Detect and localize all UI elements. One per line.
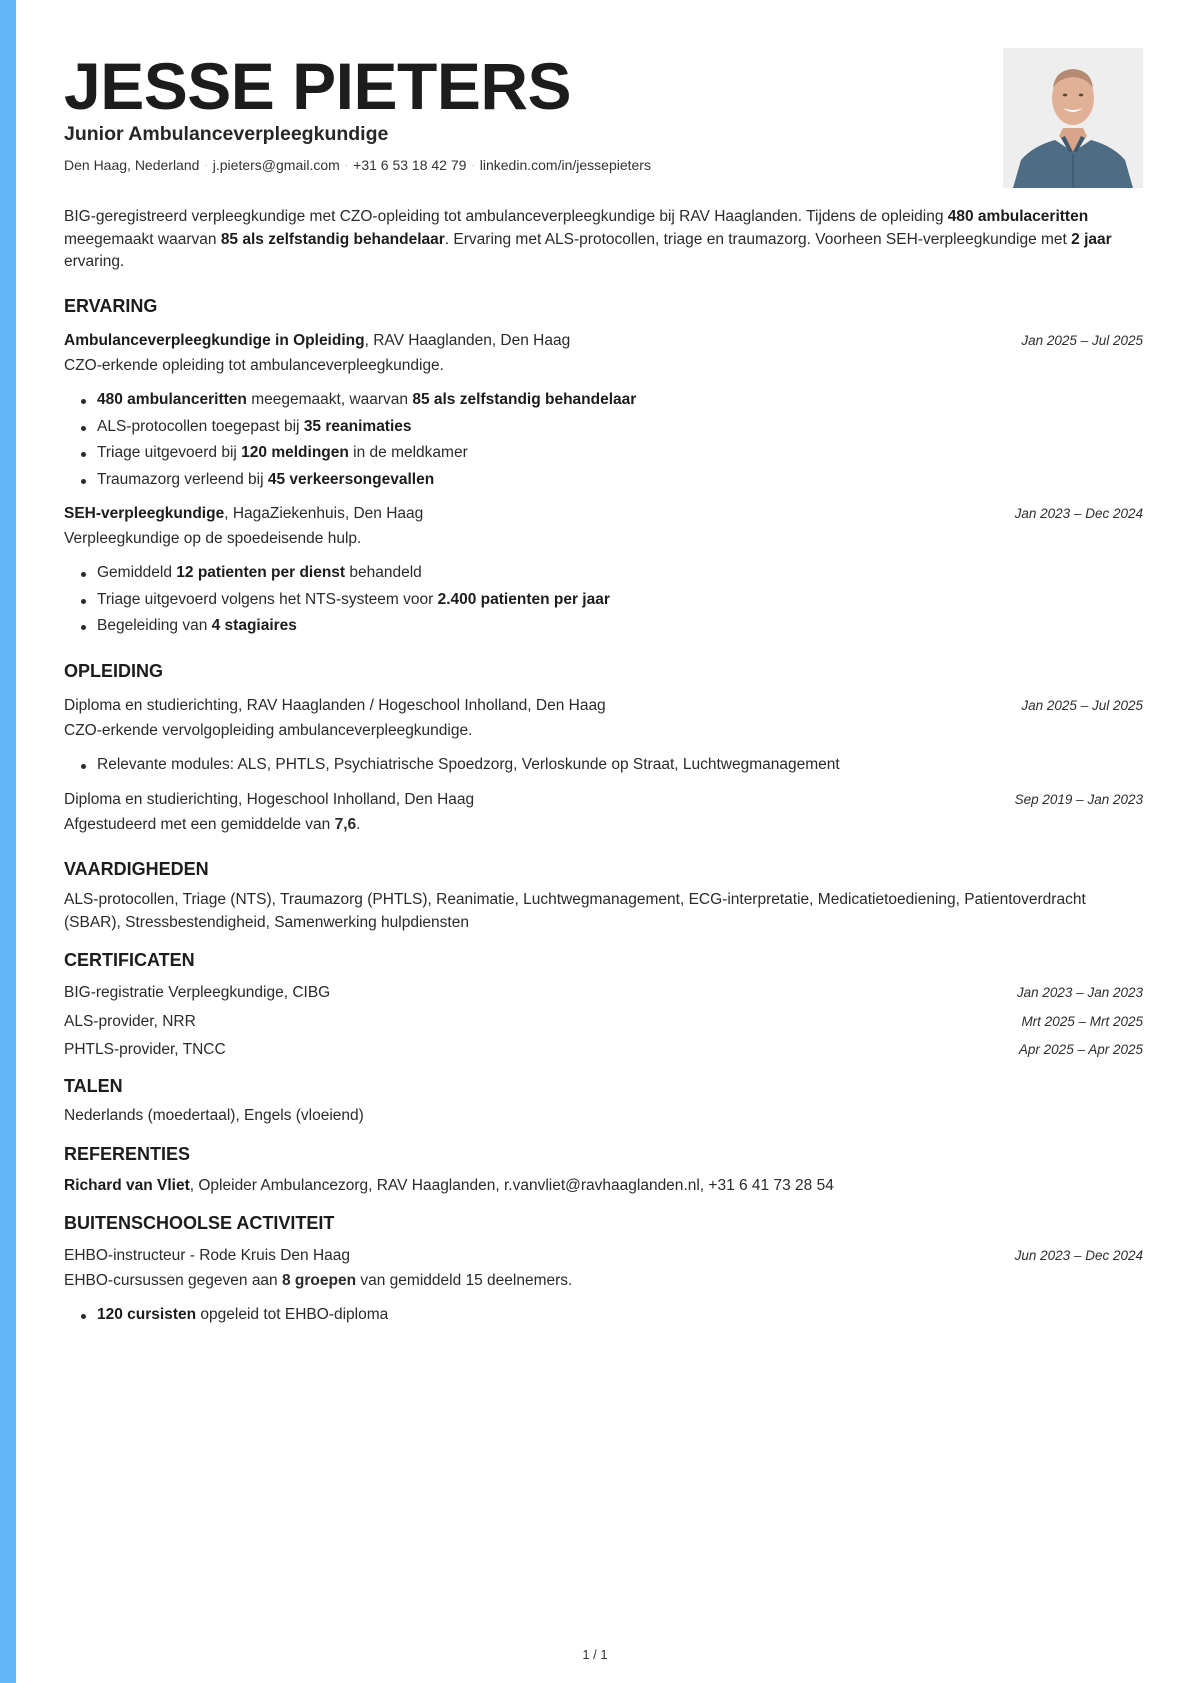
certificates-section (64, 948, 1143, 1066)
education-section (64, 659, 1143, 837)
section-heading-skills: VAARDIGHEDEN (64, 859, 209, 879)
bullet-item (81, 587, 1143, 614)
entry-bullets (64, 387, 1143, 493)
entry-header (64, 693, 1143, 718)
bullet-bold: 120 cursisten (97, 1306, 197, 1323)
bullet-item (81, 1302, 1143, 1329)
bullet-text: in de meldkamer (348, 444, 468, 461)
certificate-date: Apr 2025 – Apr 2025 (1018, 1042, 1143, 1057)
activity-entry (64, 1243, 1143, 1329)
section-heading-experience: ERVARING (64, 296, 158, 316)
entry-title: Diploma en studierichting, Hogeschool Inholland, Den Haag (64, 790, 475, 808)
entry-org: , RAV Haaglanden, Den Haag (364, 332, 571, 349)
entry-date: Sep 2019 – Jan 2023 (1014, 791, 1143, 807)
section-heading-certificates: CERTIFICATEN (64, 950, 195, 970)
languages-list: Nederlands (moedertaal), Engels (vloeiend) (64, 1107, 364, 1124)
entry-date: Jan 2023 – Dec 2024 (1014, 506, 1143, 521)
summary-highlight: 85 als zelfstandig behandelaar (220, 230, 445, 248)
contact-linkedin[interactable]: linkedin.com/in/jessepieters (479, 157, 651, 173)
separator-dot: · (204, 160, 208, 171)
section-heading-education: OPLEIDING (64, 661, 164, 681)
reference-name: Richard van Vliet (64, 1177, 190, 1194)
separator-dot: · (344, 160, 349, 171)
entry-role: Ambulanceverpleegkundige in Opleiding (64, 332, 365, 349)
bullet-bold: 480 ambulanceritten (97, 391, 247, 408)
summary-text: ervaring. (64, 253, 125, 270)
bullet-bold: 120 meldingen (241, 444, 349, 461)
bullet-bold: 4 stagiaires (211, 617, 297, 634)
experience-entry (64, 501, 1143, 640)
entry-title: Diploma en studierichting, RAV Haaglanden / Hogeschool Inholland, Den Haag (64, 697, 606, 714)
bullet-text: Triage uitgevoerd bij (97, 444, 242, 461)
bullet-item (81, 387, 1143, 414)
page-number: 1 / 1 (582, 1647, 608, 1662)
experience-entry (64, 328, 1143, 493)
contact-line (64, 155, 651, 176)
separator-dot: · (471, 160, 475, 171)
entry-date: Jan 2025 – Jul 2025 (1021, 333, 1143, 348)
reference-details: , Opleider Ambulancezorg, RAV Haaglanden, r.vanvliet@ravhaaglanden.nl, +31 6 41 73 28 54 (189, 1177, 834, 1194)
bullet-item (81, 613, 1143, 640)
section-heading-extracurricular: BUITENSCHOOLSE ACTIVITEIT (64, 1213, 335, 1233)
certificate-name: BIG-registratie Verpleegkundige, CIBG (64, 984, 331, 1001)
profile-summary (64, 206, 1143, 274)
bullet-text: Gemiddeld (97, 564, 177, 581)
certificate-name: PHTLS-provider, TNCC (64, 1041, 226, 1058)
education-entry (64, 787, 1143, 837)
contact-email[interactable]: j.pieters@gmail.com (212, 157, 340, 173)
skills-list: ALS-protocollen, Triage (NTS), Traumazorg (PHTLS), Reanimatie, Luchtwegmanagement, ECG-interpretatie, Medicatietoediening, Patientoverdracht (SBAR), Stressbestendigheid, Samenwerking hulpdiensten (64, 891, 1086, 931)
contact-location: Den Haag, Nederland (64, 157, 200, 173)
summary-text: BIG-geregistreerd verpleegkundige met CZO-opleiding tot ambulanceverpleegkundige bij RAV Haaglanden. Tijdens de opleiding (64, 208, 948, 225)
section-heading-languages: TALEN (64, 1076, 123, 1096)
entry-role: SEH-verpleegkundige (64, 505, 225, 522)
extracurricular-section (64, 1211, 1143, 1329)
certificate-name: ALS-provider, NRR (64, 1012, 196, 1030)
bullet-text: Begeleiding van (97, 617, 212, 634)
bullet-text: behandeld (345, 564, 422, 581)
job-title: Junior Ambulanceverpleegkundige (64, 123, 389, 145)
bullet-item (81, 414, 1143, 441)
bullet-item (81, 440, 1143, 467)
desc-bold: 7,6 (334, 815, 357, 833)
entry-description (64, 812, 1143, 837)
accent-sidebar-bar (0, 0, 16, 1683)
certificate-row (64, 1037, 1143, 1066)
bullet-bold: 12 patienten per dienst (176, 564, 346, 581)
section-heading-references: REFERENTIES (64, 1144, 191, 1164)
desc-text: EHBO-cursussen gegeven aan (64, 1272, 282, 1289)
education-entry (64, 693, 1143, 779)
entry-header (64, 1243, 1143, 1268)
bullet-text: opgeleid tot EHBO-diploma (196, 1306, 389, 1323)
certificate-date: Jan 2023 – Jan 2023 (1016, 985, 1143, 1000)
bullet-text: meegemaakt, waarvan (246, 391, 413, 408)
entry-bullets (64, 752, 1143, 779)
certificate-row (64, 1009, 1143, 1038)
bullet-text: Triage uitgevoerd volgens het NTS-systeem voor (97, 590, 438, 608)
summary-highlight: 2 jaar (1071, 230, 1112, 248)
activity-bullets (64, 1302, 1143, 1329)
entry-header (64, 328, 1143, 353)
activity-date: Jun 2023 – Dec 2024 (1014, 1248, 1143, 1263)
desc-bold: 8 groepen (281, 1272, 357, 1289)
activity-description (64, 1268, 1143, 1293)
entry-org: , HagaZiekenhuis, Den Haag (224, 505, 424, 522)
bullet-bold: 85 als zelfstandig behandelaar (412, 391, 637, 408)
reference-entry (64, 1173, 1143, 1198)
bullet-text: Traumazorg verleend bij (97, 470, 268, 488)
candidate-name: JESSE PIETERS (64, 49, 572, 123)
entry-bullets (64, 560, 1143, 640)
bullet-bold: 45 verkeersongevallen (267, 470, 435, 488)
bullet-item (81, 560, 1143, 587)
entry-header (64, 501, 1143, 526)
skills-section (64, 857, 1143, 934)
certificates-list (64, 980, 1143, 1066)
entry-description: Verpleegkundige op de spoedeisende hulp. (64, 530, 362, 547)
profile-photo (1003, 48, 1143, 188)
certificate-row (64, 980, 1143, 1009)
summary-text: meegemaakt waarvan (64, 230, 221, 248)
certificate-date: Mrt 2025 – Mrt 2025 (1021, 1013, 1143, 1029)
contact-phone[interactable]: +31 6 53 18 42 79 (353, 157, 467, 173)
entry-description: CZO-erkende opleiding tot ambulanceverpleegkundige. (64, 357, 444, 374)
desc-text: . (356, 815, 361, 833)
summary-highlight: 480 ambulaceritten (947, 208, 1089, 225)
entry-description: CZO-erkende vervolgopleiding ambulanceverpleegkundige. (64, 722, 473, 739)
bullet-item: Relevante modules: ALS, PHTLS, Psychiatrische Spoedzorg, Verloskunde op Straat, Luchtwegmanagement (81, 752, 1143, 779)
person-portrait-icon (1003, 48, 1143, 188)
activity-title: EHBO-instructeur - Rode Kruis Den Haag (64, 1247, 351, 1264)
languages-section (64, 1074, 1143, 1128)
bullet-bold: 35 reanimaties (303, 417, 412, 435)
bullet-text: ALS-protocollen toegepast bij (97, 417, 304, 435)
bullet-bold: 2.400 patienten per jaar (437, 590, 610, 608)
desc-text: van gemiddeld 15 deelnemers. (356, 1272, 573, 1289)
references-section (64, 1142, 1143, 1198)
bullet-item (81, 467, 1143, 494)
summary-text: . Ervaring met ALS-protocollen, triage en traumazorg. Voorheen SEH-verpleegkundige met (444, 230, 1072, 248)
entry-header (64, 787, 1143, 812)
entry-date: Jan 2025 – Jul 2025 (1021, 698, 1143, 713)
desc-text: Afgestudeerd met een gemiddelde van (64, 815, 335, 833)
experience-section (64, 294, 1143, 640)
